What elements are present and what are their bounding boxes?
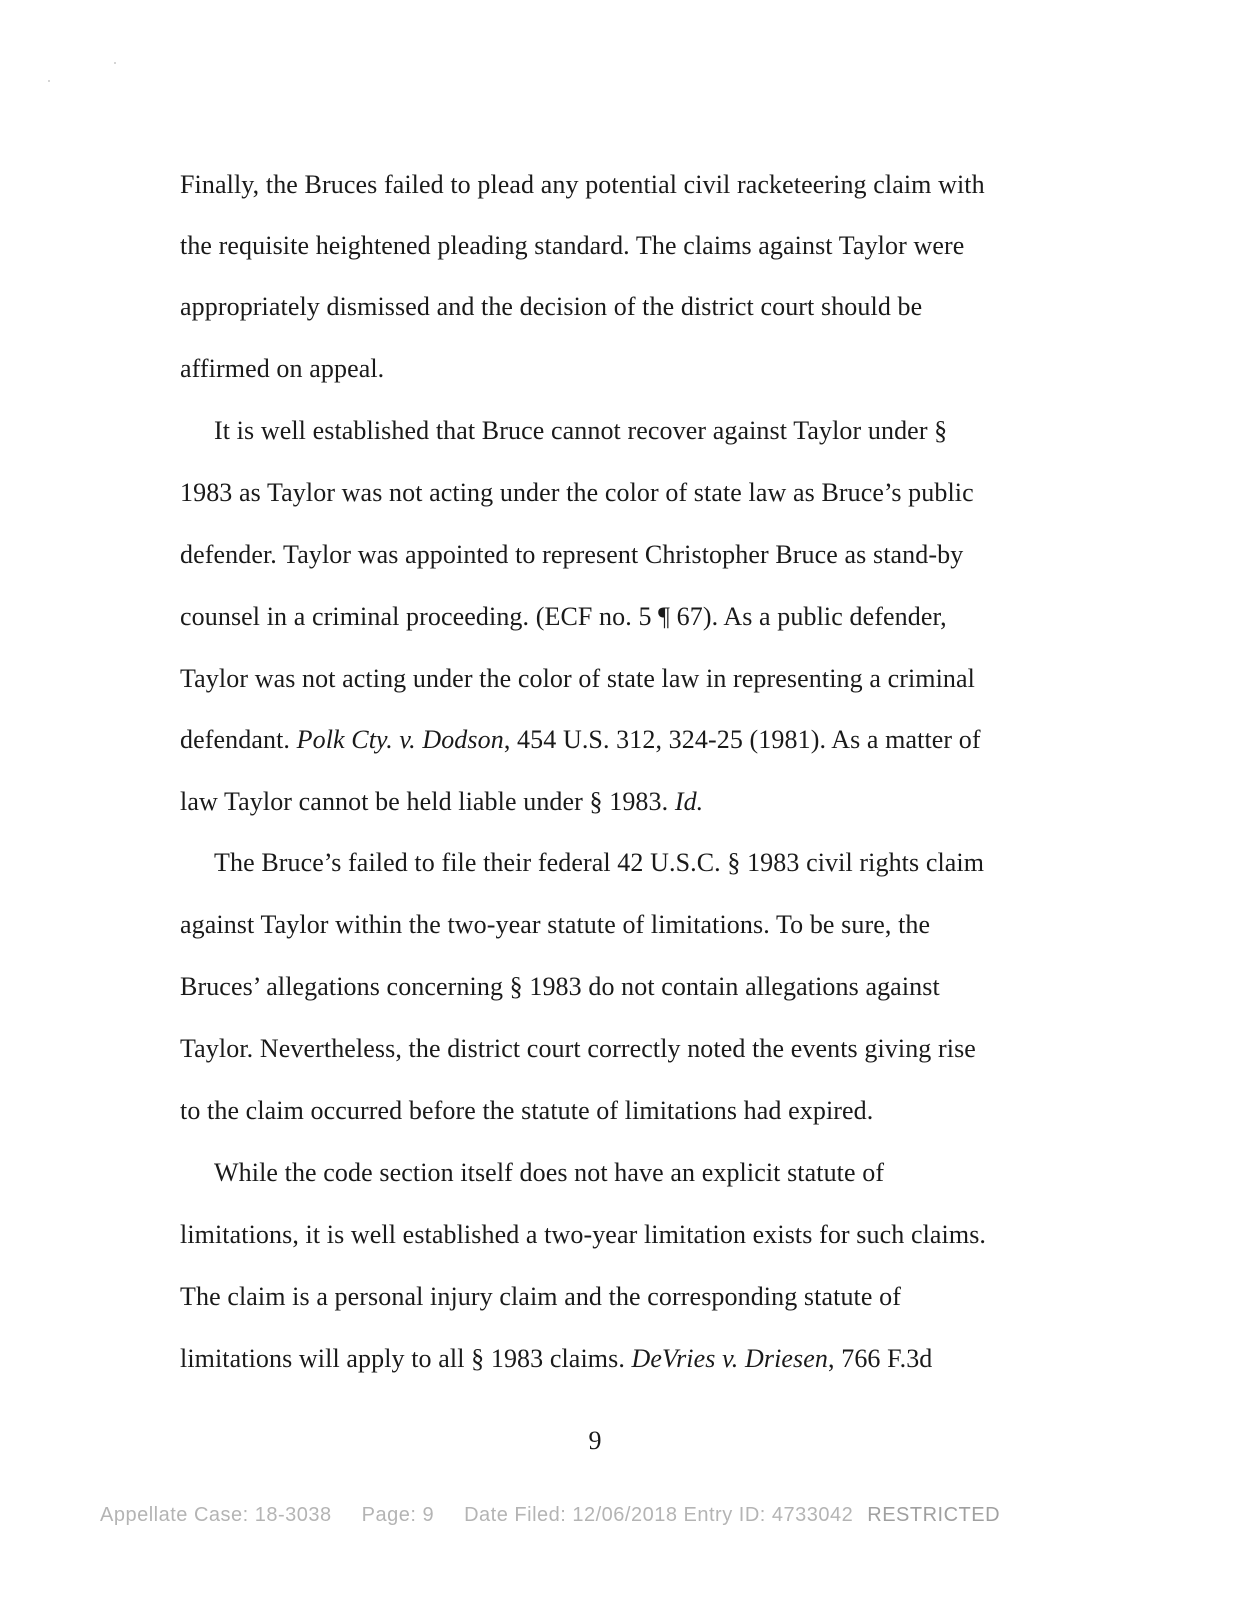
- scan-speck: [48, 80, 50, 82]
- footer-date-entry: Date Filed: 12/06/2018 Entry ID: 4733042: [464, 1504, 854, 1526]
- text-run: , 766 F.3d: [828, 1344, 933, 1373]
- paragraph-2-line-5: Taylor was not acting under the color of state law in representing a criminal: [180, 664, 975, 693]
- text-run: law Taylor cannot be held liable under § 1983.: [180, 787, 675, 816]
- paragraph-4-line-4: [180, 1344, 932, 1374]
- paragraph-3-line-3: Bruces’ allegations concerning § 1983 do not contain allegations against: [180, 972, 940, 1001]
- paragraph-1-line-3: appropriately dismissed and the decision of the district court should be: [180, 292, 923, 321]
- paragraph-4-line-2: limitations, it is well established a two-year limitation exists for such claims.: [180, 1220, 987, 1249]
- scan-speck: [114, 62, 116, 64]
- text-run: defendant.: [180, 725, 297, 754]
- paragraph-3-line-5: to the claim occurred before the statute of limitations had expired.: [180, 1096, 874, 1125]
- paragraph-3-line-4: Taylor. Nevertheless, the district court correctly noted the events giving rise: [180, 1034, 976, 1063]
- paragraph-2-line-1: It is well established that Bruce cannot recover against Taylor under §: [214, 416, 948, 445]
- paragraph-4-line-3: The claim is a personal injury claim and the corresponding statute of: [180, 1282, 901, 1311]
- footer-page: Page: 9: [361, 1504, 435, 1526]
- page-number: 9: [588, 1426, 602, 1455]
- text-run: , 454 U.S. 312, 324-25 (1981). As a matter of: [503, 725, 981, 754]
- paragraph-2-line-6: [180, 725, 981, 755]
- paragraph-2-line-4: counsel in a criminal proceeding. (ECF no. 5 ¶ 67). As a public defender,: [180, 602, 947, 631]
- case-citation: DeVries v. Driesen: [631, 1344, 829, 1373]
- paragraph-3-line-2: against Taylor within the two-year statute of limitations. To be sure, the: [180, 910, 931, 939]
- footer-case: Appellate Case: 18-3038: [100, 1504, 332, 1526]
- id-citation: Id.: [674, 787, 704, 816]
- paragraph-2-line-7: [180, 787, 703, 817]
- paragraph-1-line-4: affirmed on appeal.: [180, 354, 385, 383]
- text-run: limitations will apply to all § 1983 claims.: [180, 1344, 632, 1373]
- paragraph-3-line-1: The Bruce’s failed to file their federal 42 U.S.C. § 1983 civil rights claim: [214, 848, 985, 877]
- footer-status: RESTRICTED: [867, 1504, 1001, 1526]
- paragraph-2-line-3: defender. Taylor was appointed to represent Christopher Bruce as stand-by: [180, 540, 964, 569]
- paragraph-4-line-1: While the code section itself does not have an explicit statute of: [214, 1158, 885, 1187]
- paragraph-1-line-1: Finally, the Bruces failed to plead any potential civil racketeering claim with: [180, 170, 985, 199]
- case-citation: Polk Cty. v. Dodson: [296, 725, 504, 754]
- paragraph-1-line-2: the requisite heightened pleading standard. The claims against Taylor were: [180, 231, 965, 260]
- paragraph-2-line-2: 1983 as Taylor was not acting under the color of state law as Bruce’s public: [180, 478, 974, 507]
- filing-stamp-footer: [100, 1502, 1000, 1528]
